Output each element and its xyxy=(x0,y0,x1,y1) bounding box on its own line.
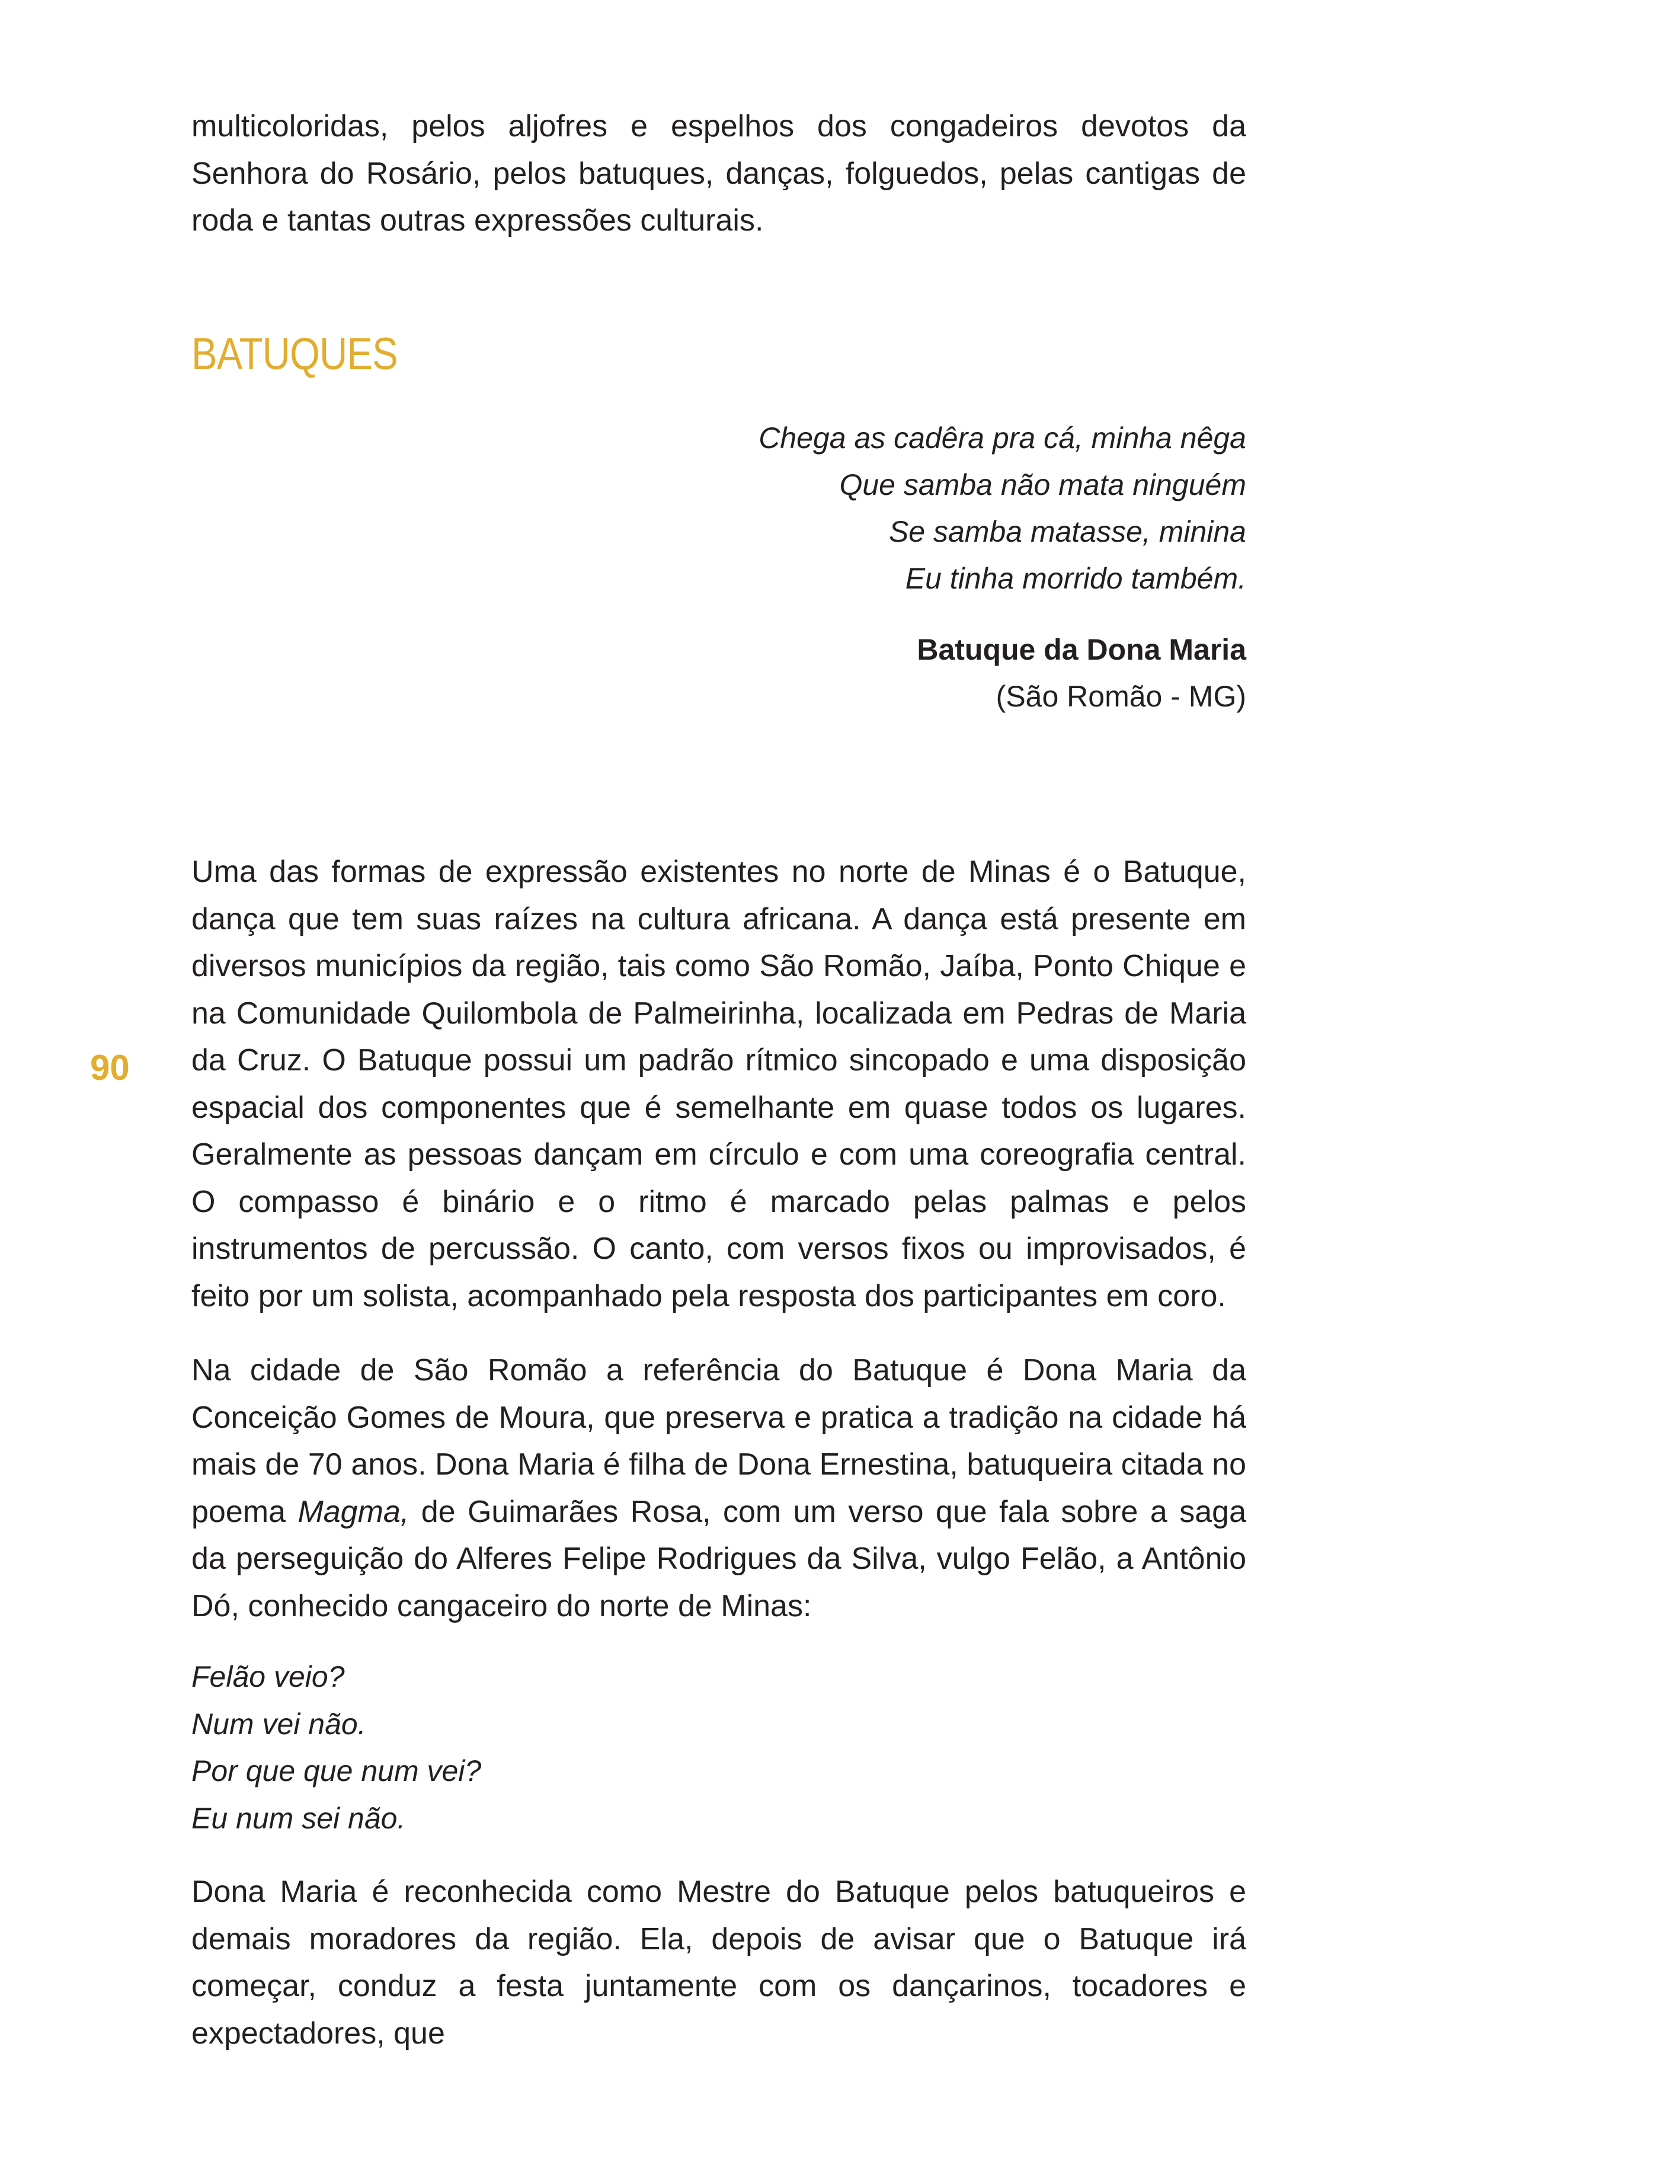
poem-title: Magma, xyxy=(297,1494,409,1529)
paragraph-text-part: de Guimarães Rosa, com um verso que fala sobre a saga da perseguição do Alferes Felipe Rodrigues da Silva, vulgo Felão, a Antônio Dó, conhecido cangaceiro do norte de Minas: xyxy=(191,1494,1246,1623)
verse-line: Num vei não. xyxy=(191,1707,366,1741)
verse-line: Felão veio? xyxy=(191,1660,345,1693)
epigraph-attribution: Batuque da Dona Maria xyxy=(917,633,1246,666)
epigraph-line: Se samba matasse, minina xyxy=(888,515,1246,548)
page-number: 90 xyxy=(90,1048,130,1088)
verse-line: Eu num sei não. xyxy=(191,1801,406,1835)
paragraph-text: Dona Maria é reconhecida como Mestre do Batuque pelos batuqueiros e demais moradores da região. Ela, depois de avisar que o Batuque irá começar, conduz a festa juntamente com os dançarinos, tocadores e expectadores, que xyxy=(191,1875,1246,2051)
section-heading: BATUQUES xyxy=(191,329,398,379)
paragraph-1 xyxy=(191,849,1246,1320)
epigraph-line: Chega as cadêra pra cá, minha nêga xyxy=(759,421,1246,455)
paragraph-text xyxy=(191,1347,1246,1630)
intro-paragraph xyxy=(191,103,1246,245)
epigraph-line: Eu tinha morrido também. xyxy=(905,562,1246,595)
epigraph-line: Que samba não mata ninguém xyxy=(839,468,1246,501)
epigraph xyxy=(759,415,1246,720)
paragraph-text-part: Na cidade de São Romão a referência do Batuque é Dona Maria da Conceição Gomes de Moura, que preserva e pratica a tradição na cidade há mais de 70 anos. Dona Maria é filha de Dona Ernestina, batuqueira citada no poema xyxy=(191,1353,1246,1529)
paragraph-text: Uma das formas de expressão existentes no norte de Minas é o Batuque, dança que tem suas raízes na cultura africana. A dança está presente em diversos municípios da região, tais como São Romão, Jaíba, Ponto Chique e na Comunidade Quilombola de Palmeirinha, localizada em Pedras de Maria da Cruz. O Batuque possui um padrão rítmico sincopado e uma disposição espacial dos componentes que é semelhante em quase todos os lugares. Geralmente as pessoas dançam em círculo e com uma coreografia central. O compasso é binário e o ritmo é marcado pelas palmas e pelos instrumentos de percussão. O canto, com versos fixos ou improvisados, é feito por um solista, acompanhado pela resposta dos participantes em coro. xyxy=(191,855,1246,1313)
intro-text: multicoloridas, pelos aljofres e espelhos dos congadeiros devotos da Senhora do Rosário, pelos batuques, danças, folguedos, pelas cantigas de roda e tantas outras expressões culturais. xyxy=(191,109,1246,238)
verse-block xyxy=(191,1654,1246,1842)
epigraph-place: (São Romão - MG) xyxy=(996,680,1246,713)
paragraph-3 xyxy=(191,1869,1246,2057)
paragraph-2 xyxy=(191,1347,1246,1630)
verse-line: Por que que num vei? xyxy=(191,1754,482,1788)
